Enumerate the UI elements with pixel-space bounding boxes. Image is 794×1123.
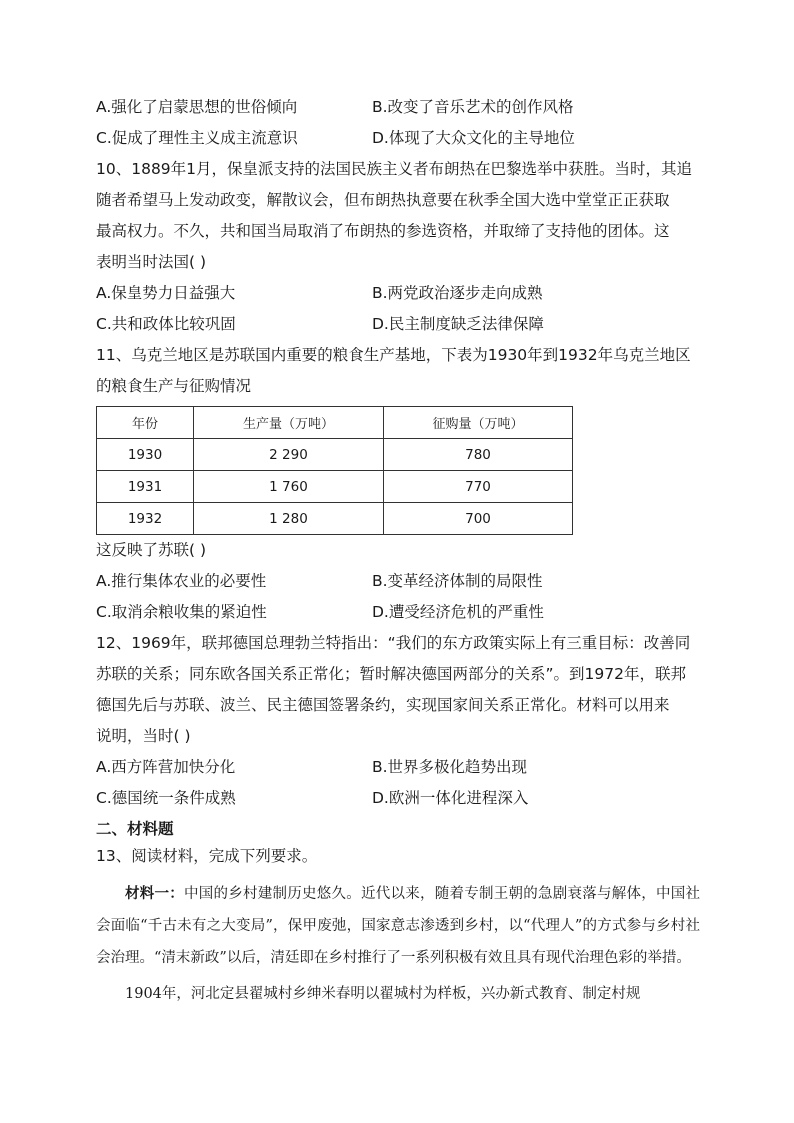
question-11 — [96, 340, 700, 628]
q13-intro: 13、阅读材料，完成下列要求。 — [96, 847, 318, 865]
table-row — [97, 471, 573, 503]
material-1-continued: 1904年，河北定县翟城村乡绅米春明以翟城村为样板，兴办新式教育、制定村规 — [125, 986, 641, 1002]
q10-option-d[interactable]: D.民主制度缺乏法律保障 — [372, 315, 544, 333]
q10-options-row2 — [96, 309, 700, 340]
material-1-label: 材料一： — [125, 885, 184, 902]
q12-stem-line: 说明，当时( ) — [96, 727, 191, 745]
q12-stem-line: 德国先后与苏联、波兰、民主德国签署条约，实现国家间关系正常化。材料可以用来 — [96, 696, 670, 714]
table-header-row — [97, 407, 573, 439]
table-cell: 1 280 — [194, 503, 384, 535]
table-cell: 1930 — [97, 439, 194, 471]
q9-option-c[interactable]: C.促成了理性主义成主流意识 — [96, 129, 298, 147]
q11-stem-end: 这反映了苏联( ) — [96, 541, 207, 559]
q9-option-a[interactable]: A.强化了启蒙思想的世俗倾向 — [96, 98, 298, 116]
q10-option-b[interactable]: B.两党政治逐步走向成熟 — [372, 284, 543, 302]
table-cell: 2 290 — [194, 439, 384, 471]
table-cell: 780 — [384, 439, 573, 471]
q12-option-d[interactable]: D.欧洲一体化进程深入 — [372, 789, 529, 807]
table-row — [97, 503, 573, 535]
q11-option-b[interactable]: B.变革经济体制的局限性 — [372, 572, 543, 590]
q9-options-row1 — [96, 92, 700, 123]
q11-option-c[interactable]: C.取消余粮收集的紧迫性 — [96, 603, 267, 621]
material-1 — [96, 878, 700, 974]
q10-stem-line: 表明当时法国( ) — [96, 253, 207, 271]
table-cell: 1 760 — [194, 471, 384, 503]
q12-stem-line: 苏联的关系；同东欧各国关系正常化；暂时解决德国两部分的关系”。到1972年，联邦 — [96, 665, 686, 683]
q12-option-b[interactable]: B.世界多极化趋势出现 — [372, 758, 528, 776]
grain-table — [96, 406, 573, 535]
q12-options-row1 — [96, 752, 700, 783]
q9-options-row2 — [96, 123, 700, 154]
exam-page — [96, 92, 700, 1010]
table-cell: 700 — [384, 503, 573, 535]
q9-option-d[interactable]: D.体现了大众文化的主导地位 — [372, 129, 575, 147]
q12-option-a[interactable]: A.西方阵营加快分化 — [96, 758, 236, 776]
q11-options-row2 — [96, 597, 700, 628]
q11-stem-line: 的粮食生产与征购情况 — [96, 377, 252, 395]
table-row — [97, 439, 573, 471]
q10-stem-line: 10、1889年1月，保皇派支持的法国民族主义者布朗热在巴黎选举中获胜。当时，其追 — [96, 160, 693, 178]
material-1-text: 中国的乡村建制历史悠久。近代以来，随着专制王朝的急剧衰落与解体，中国社会面临“千古未有之大变局”，保甲废弛，国家意志渗透到乡村，以“代理人”的方式参与乡村社会治理。“清末新政”以后，清廷即在乡村推行了一系列积极有效且具有现代治理色彩的举措。 — [96, 886, 700, 966]
q10-stem-line: 最高权力。不久，共和国当局取消了布朗热的参选资格，并取缔了支持他的团体。这 — [96, 222, 670, 240]
q12-option-c[interactable]: C.德国统一条件成熟 — [96, 789, 236, 807]
table-header: 年份 — [97, 407, 194, 439]
q12-options-row2 — [96, 783, 700, 814]
table-header: 生产量（万吨） — [194, 407, 384, 439]
q10-stem-line: 随者希望马上发动政变，解散议会，但布朗热执意要在秋季全国大选中堂堂正正获取 — [96, 191, 670, 209]
q10-option-c[interactable]: C.共和政体比较巩固 — [96, 315, 236, 333]
q10-option-a[interactable]: A.保皇势力日益强大 — [96, 284, 236, 302]
q9-option-b[interactable]: B.改变了音乐艺术的创作风格 — [372, 98, 574, 116]
section-title: 二、材料题 — [96, 820, 174, 838]
q11-options-row1 — [96, 566, 700, 597]
question-12 — [96, 628, 700, 814]
q11-option-a[interactable]: A.推行集体农业的必要性 — [96, 572, 267, 590]
table-cell: 1931 — [97, 471, 194, 503]
table-header: 征购量（万吨） — [384, 407, 573, 439]
table-cell: 770 — [384, 471, 573, 503]
q10-options-row1 — [96, 278, 700, 309]
q11-option-d[interactable]: D.遭受经济危机的严重性 — [372, 603, 544, 621]
table-cell: 1932 — [97, 503, 194, 535]
q11-stem-line: 11、乌克兰地区是苏联国内重要的粮食生产基地，下表为1930年到1932年乌克兰地区 — [96, 346, 691, 364]
q12-stem-line: 12、1969年，联邦德国总理勃兰特指出：“我们的东方政策实际上有三重目标：改善同 — [96, 634, 691, 652]
question-10 — [96, 154, 700, 340]
